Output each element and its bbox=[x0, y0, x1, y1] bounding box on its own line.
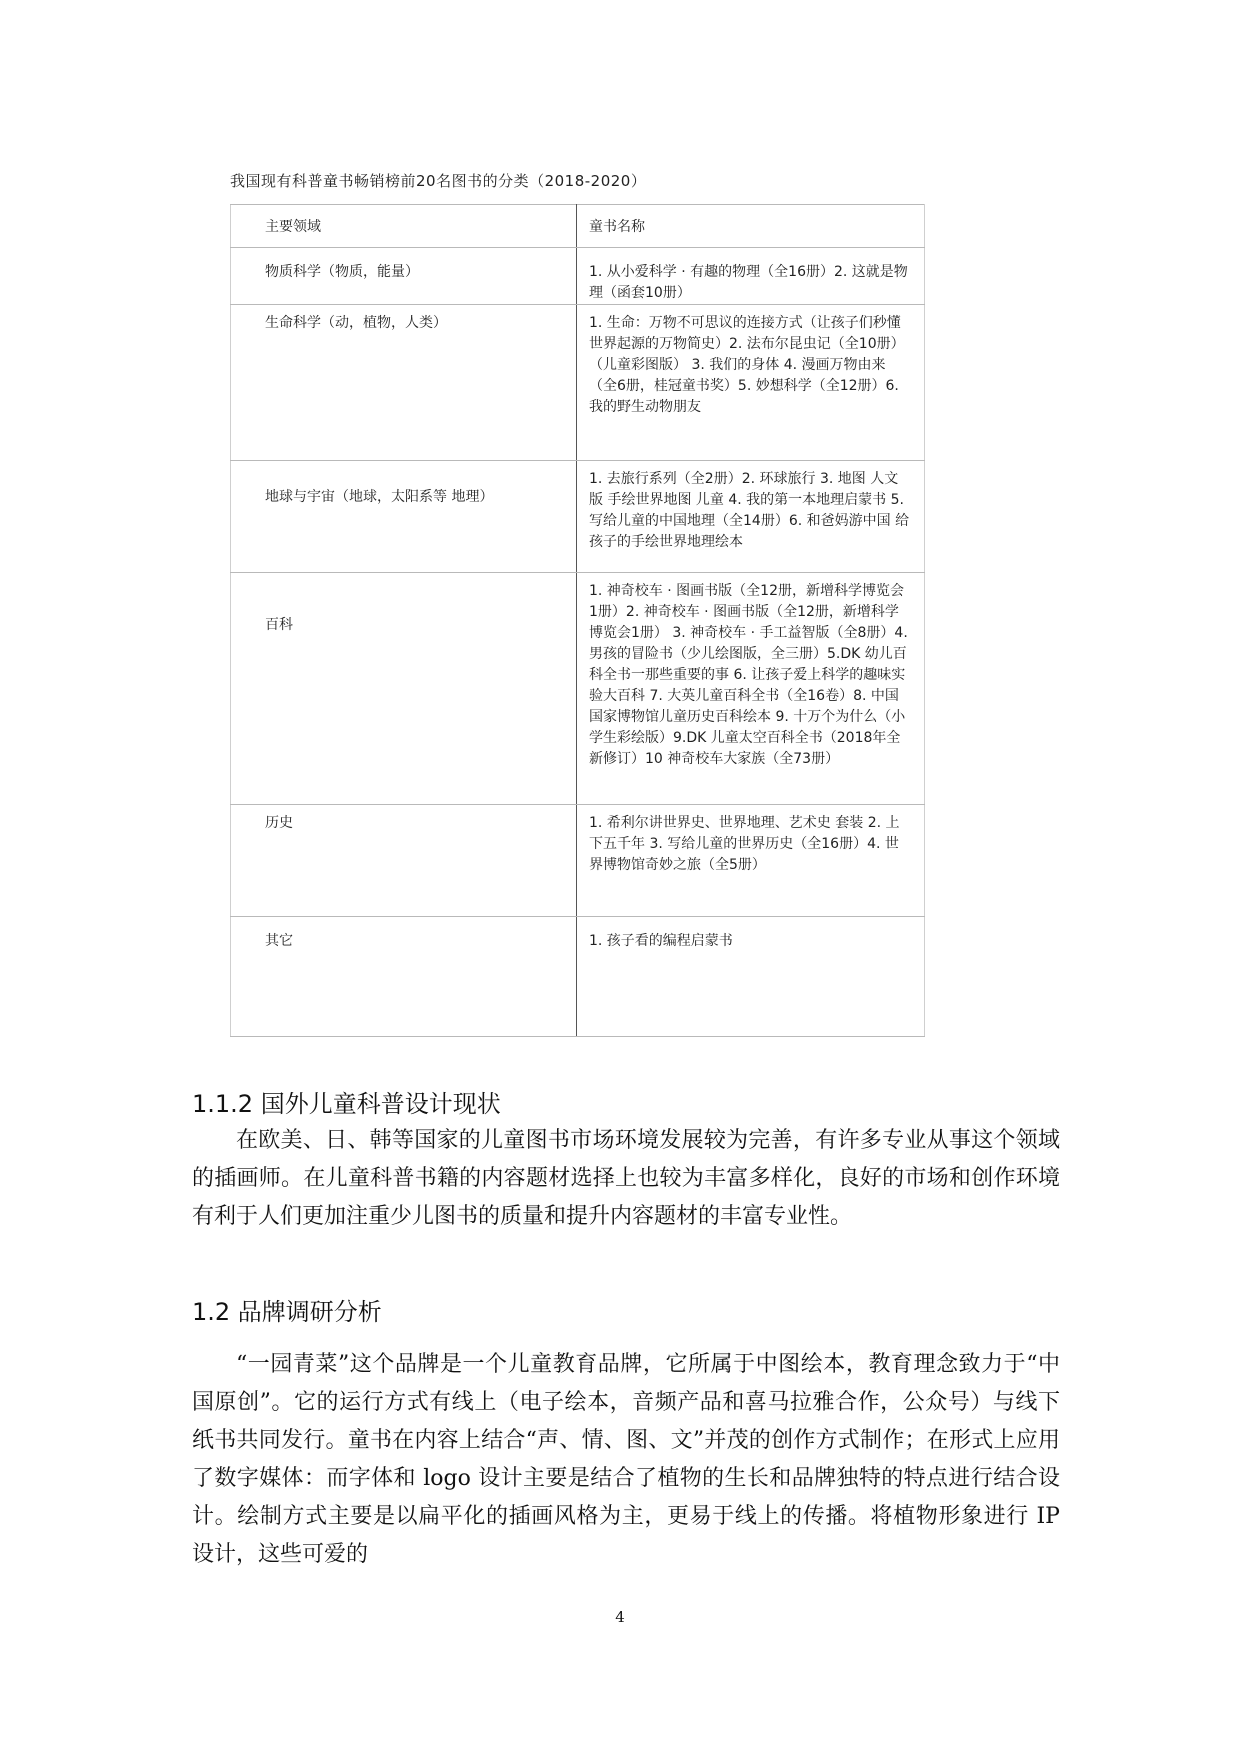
section-heading-foreign-status: 1.1.2 国外儿童科普设计现状 bbox=[192, 1090, 501, 1118]
domain-cell bbox=[231, 305, 577, 461]
titles-cell bbox=[577, 461, 925, 573]
domain-text: 历史 bbox=[265, 815, 293, 831]
titles-cell bbox=[577, 917, 925, 1037]
table-row bbox=[231, 461, 925, 573]
table-row bbox=[231, 917, 925, 1037]
header-titles-label: 童书名称 bbox=[589, 219, 645, 235]
table-row bbox=[231, 305, 925, 461]
domain-cell bbox=[231, 248, 577, 305]
titles-text: 1. 生命：万物不可思议的连接方式（让孩子们秒懂世界起源的万物简史）2. 法布尔昆虫记（全10册）（儿童彩图版） 3. 我们的身体 4. 漫画万物由来（全6册，桂冠童书奖）5. 妙想科学（全12册）6. 我的野生动物朋友 bbox=[589, 315, 905, 415]
header-domain-label: 主要领域 bbox=[265, 219, 321, 235]
domain-text: 生命科学（动，植物，人类） bbox=[265, 315, 447, 331]
domain-cell bbox=[231, 573, 577, 805]
titles-cell bbox=[577, 248, 925, 305]
domain-text: 地球与宇宙（地球，太阳系等 地理） bbox=[265, 489, 494, 505]
table-header-row bbox=[231, 205, 925, 248]
titles-text: 1. 从小爱科学 · 有趣的物理（全16册）2. 这就是物理（函套10册） bbox=[589, 264, 908, 301]
table-row bbox=[231, 248, 925, 305]
titles-text: 1. 希利尔讲世界史、世界地理、艺术史 套装 2. 上下五千年 3. 写给儿童的世界历史（全16册）4. 世界博物馆奇妙之旅（全5册） bbox=[589, 815, 900, 873]
domain-cell bbox=[231, 805, 577, 917]
table-caption: 我国现有科普童书畅销榜前20名图书的分类（2018-2020） bbox=[230, 172, 647, 190]
header-cell-domain bbox=[231, 205, 577, 248]
domain-cell bbox=[231, 461, 577, 573]
titles-text: 1. 神奇校车 · 图画书版（全12册，新增科学博览会1册）2. 神奇校车 · 图画书版（全12册，新增科学博览会1册） 3. 神奇校车 · 手工益智版（全8册）4. 男孩的冒险书（少儿绘图版，全三册）5.DK 幼儿百科全书一那些重要的事 6. 让孩子爱上科学的趣味实验大百科 7. 大英儿童百科全书（全16卷）8. 中国国家博物馆儿童历史百科绘本 9. 十万个为什么（小学生彩绘版）9.DK 儿童太空百科全书（2018年全新修订）10 神奇校车大家族（全73册） bbox=[589, 583, 908, 767]
domain-text: 物质科学（物质，能量） bbox=[265, 264, 419, 280]
paragraph-brand-research: “一园青菜”这个品牌是一个儿童教育品牌，它所属于中图绘本，教育理念致力于“中国原创”。它的运行方式有线上（电子绘本，音频产品和喜马拉雅合作，公众号）与线下纸书共同发行。童书在内容上结合“声、情、图、文”并茂的创作方式制作；在形式上应用了数字媒体：而字体和 logo 设计主要是结合了植物的生长和品牌独特的特点进行结合设计。绘制方式主要是以扁平化的插画风格为主，更易于线上的传播。将植物形象进行 IP 设计，这些可爱的 bbox=[192, 1352, 1060, 1567]
titles-cell bbox=[577, 805, 925, 917]
domain-text: 百科 bbox=[265, 617, 293, 633]
titles-text: 1. 去旅行系列（全2册）2. 环球旅行 3. 地图 人文版 手绘世界地图 儿童 4. 我的第一本地理启蒙书 5. 写给儿童的中国地理（全14册）6. 和爸妈游中国 给孩子的手绘世界地理绘本 bbox=[589, 471, 910, 550]
titles-cell bbox=[577, 573, 925, 805]
titles-cell bbox=[577, 305, 925, 461]
titles-text: 1. 孩子看的编程启蒙书 bbox=[589, 933, 733, 949]
header-cell-titles bbox=[577, 205, 925, 248]
domain-cell bbox=[231, 917, 577, 1037]
bestseller-category-table bbox=[230, 204, 925, 1037]
table-row bbox=[231, 573, 925, 805]
domain-text: 其它 bbox=[265, 933, 293, 949]
section-heading-brand-research: 1.2 品牌调研分析 bbox=[192, 1298, 382, 1326]
table-row bbox=[231, 805, 925, 917]
page-number: 4 bbox=[615, 1608, 625, 1626]
paragraph-foreign-status: 在欧美、日、韩等国家的儿童图书市场环境发展较为完善，有许多专业从事这个领域的插画师。在儿童科普书籍的内容题材选择上也较为丰富多样化，良好的市场和创作环境有利于人们更加注重少儿图书的质量和提升内容题材的丰富专业性。 bbox=[192, 1128, 1060, 1229]
